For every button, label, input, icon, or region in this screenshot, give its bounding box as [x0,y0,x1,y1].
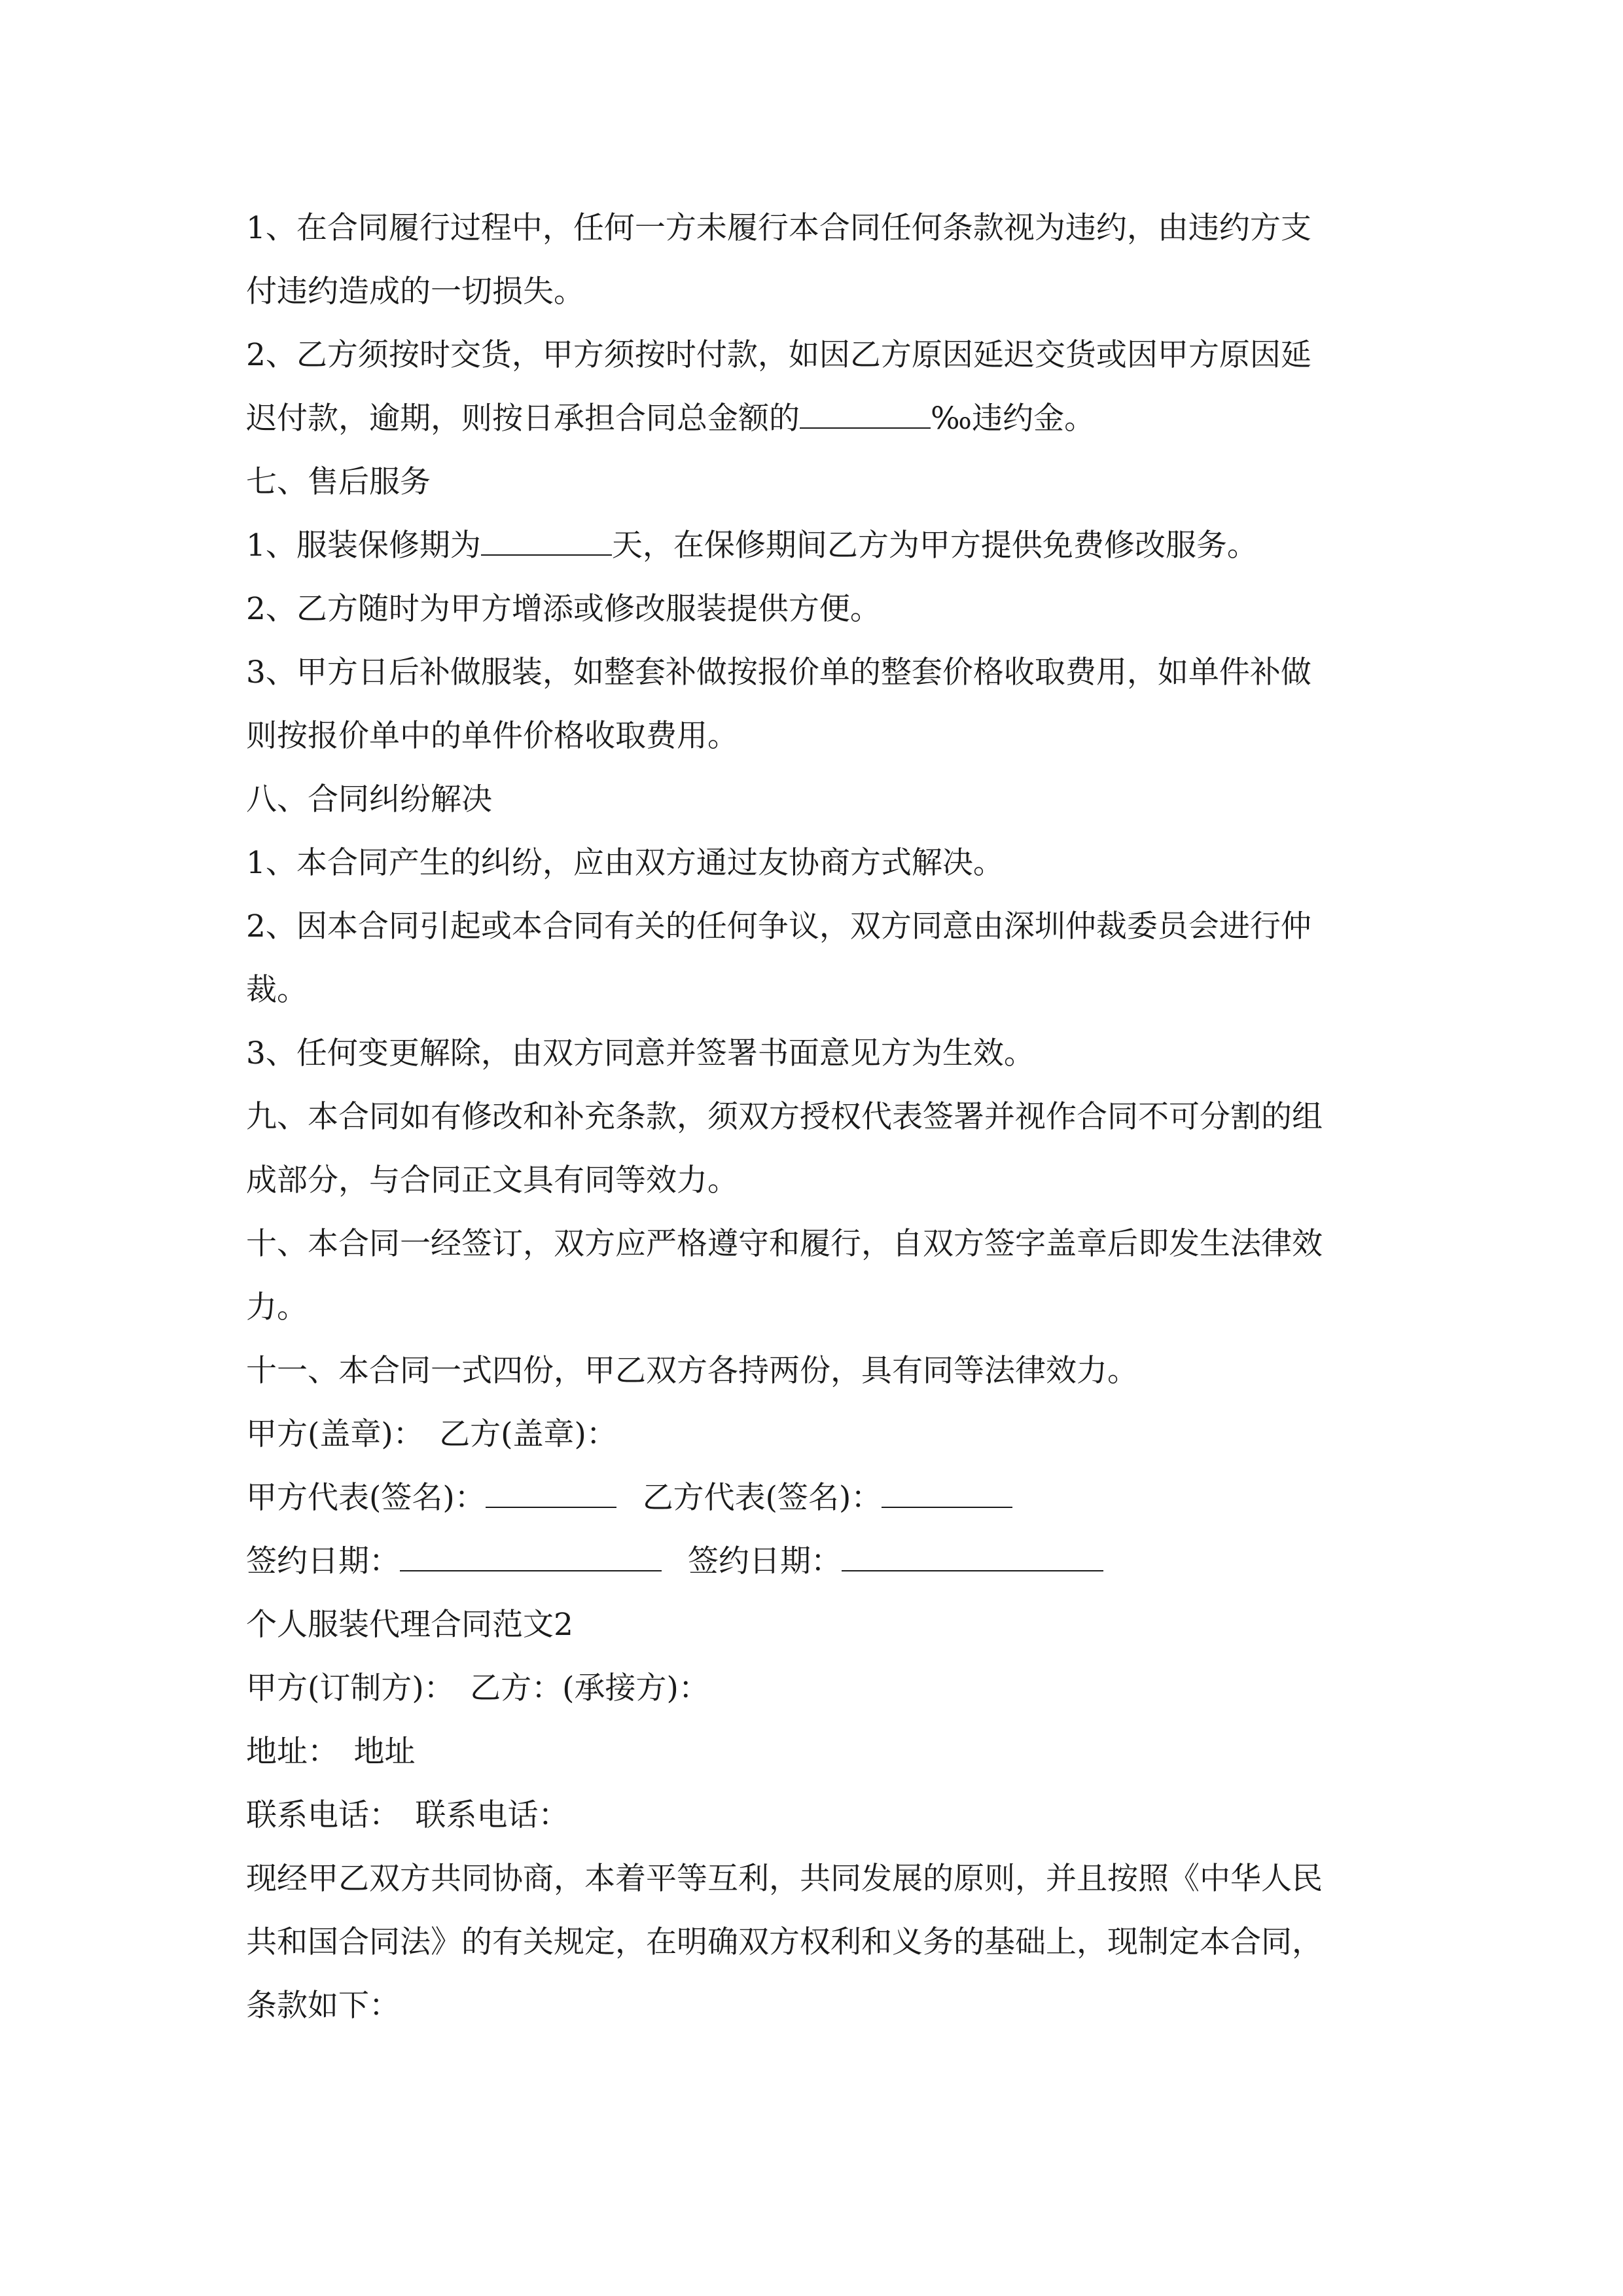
date-blank [842,1544,1103,1571]
paragraph-line: 共和国合同法》的有关规定，在明确双方权利和义务的基础上，现制定本合同， [246,1924,1323,1960]
paragraph-line: 2、因本合同引起或本合同有关的任何争议，双方同意由深圳仲裁委员会进行仲 [246,908,1311,944]
paragraph-line: 则按报价单中的单件价格收取费用。 [246,718,738,754]
section-heading: 七、售后服务 [246,464,431,500]
section-heading: 八、合同纠纷解决 [246,781,492,817]
paragraph-text: 1、服装保修期为 [246,528,481,564]
paragraph-line: 现经甲乙双方共同协商，本着平等互利，共同发展的原则，并且按照《中华人民 [246,1861,1323,1897]
date-label: 签约日期： [246,1543,400,1579]
paragraph-line: 3、任何变更解除，由双方同意并签署书面意见方为生效。 [246,1035,1035,1071]
paragraph-text: 天，在保修期间乙方为甲方提供免费修改服务。 [611,528,1258,564]
signature-blank [486,1480,616,1508]
paragraph-line: 1、在合同履行过程中，任何一方未履行本合同任何条款视为违约，由违约方支 [246,210,1311,246]
paragraph-line [246,387,1398,450]
paragraph-line: 十、本合同一经签订，双方应严格遵守和履行，自双方签字盖章后即发生法律效 [246,1226,1323,1262]
paragraph-line: 条款如下： [246,1988,400,2024]
paragraph-line: 2、乙方须按时交货，甲方须按时付款，如因乙方原因延迟交货或因甲方原因延 [246,337,1311,373]
signature-label: 乙方代表(签名)： [642,1480,882,1516]
paragraph-line: 力。 [246,1289,308,1325]
paragraph-line: 九、本合同如有修改和补充条款，须双方授权代表签署并视作合同不可分割的组 [246,1099,1323,1135]
paragraph-line: 地址： 地址 [246,1734,416,1770]
paragraph-line: 3、甲方日后补做服装，如整套补做按报价单的整套价格收取费用，如单件补做 [246,655,1311,691]
date-blank [400,1544,662,1571]
paragraph-line: 2、乙方随时为甲方增添或修改服装提供方便。 [246,591,881,627]
paragraph-line: 十一、本合同一式四份，甲乙双方各持两份，具有同等法律效力。 [246,1353,1138,1389]
document-subtitle: 个人服装代理合同范文2 [246,1607,573,1643]
paragraph-line: 联系电话： 联系电话： [246,1797,569,1833]
date-line [246,1530,1398,1593]
blank-field [800,401,931,429]
date-label: 签约日期： [688,1543,842,1579]
blank-field [481,528,612,556]
signature-line: 甲方(盖章)： 乙方(盖章)： [246,1416,617,1452]
document-body [246,196,1398,2037]
paragraph-line: 甲方(订制方)： 乙方：(承接方)： [246,1670,709,1706]
signature-line [246,1466,1398,1530]
paragraph-text: 迟付款，逾期，则按日承担合同总金额的 [246,401,800,437]
paragraph-line: 付违约造成的一切损失。 [246,274,584,310]
signature-label: 甲方代表(签名)： [246,1480,486,1516]
signature-blank [882,1480,1012,1508]
paragraph-text: ‰违约金。 [931,401,1096,437]
paragraph-line [246,514,1398,577]
paragraph-line: 裁。 [246,972,308,1008]
paragraph-line: 1、本合同产生的纠纷，应由双方通过友协商方式解决。 [246,845,1004,881]
paragraph-line: 成部分，与合同正文具有同等效力。 [246,1162,738,1198]
